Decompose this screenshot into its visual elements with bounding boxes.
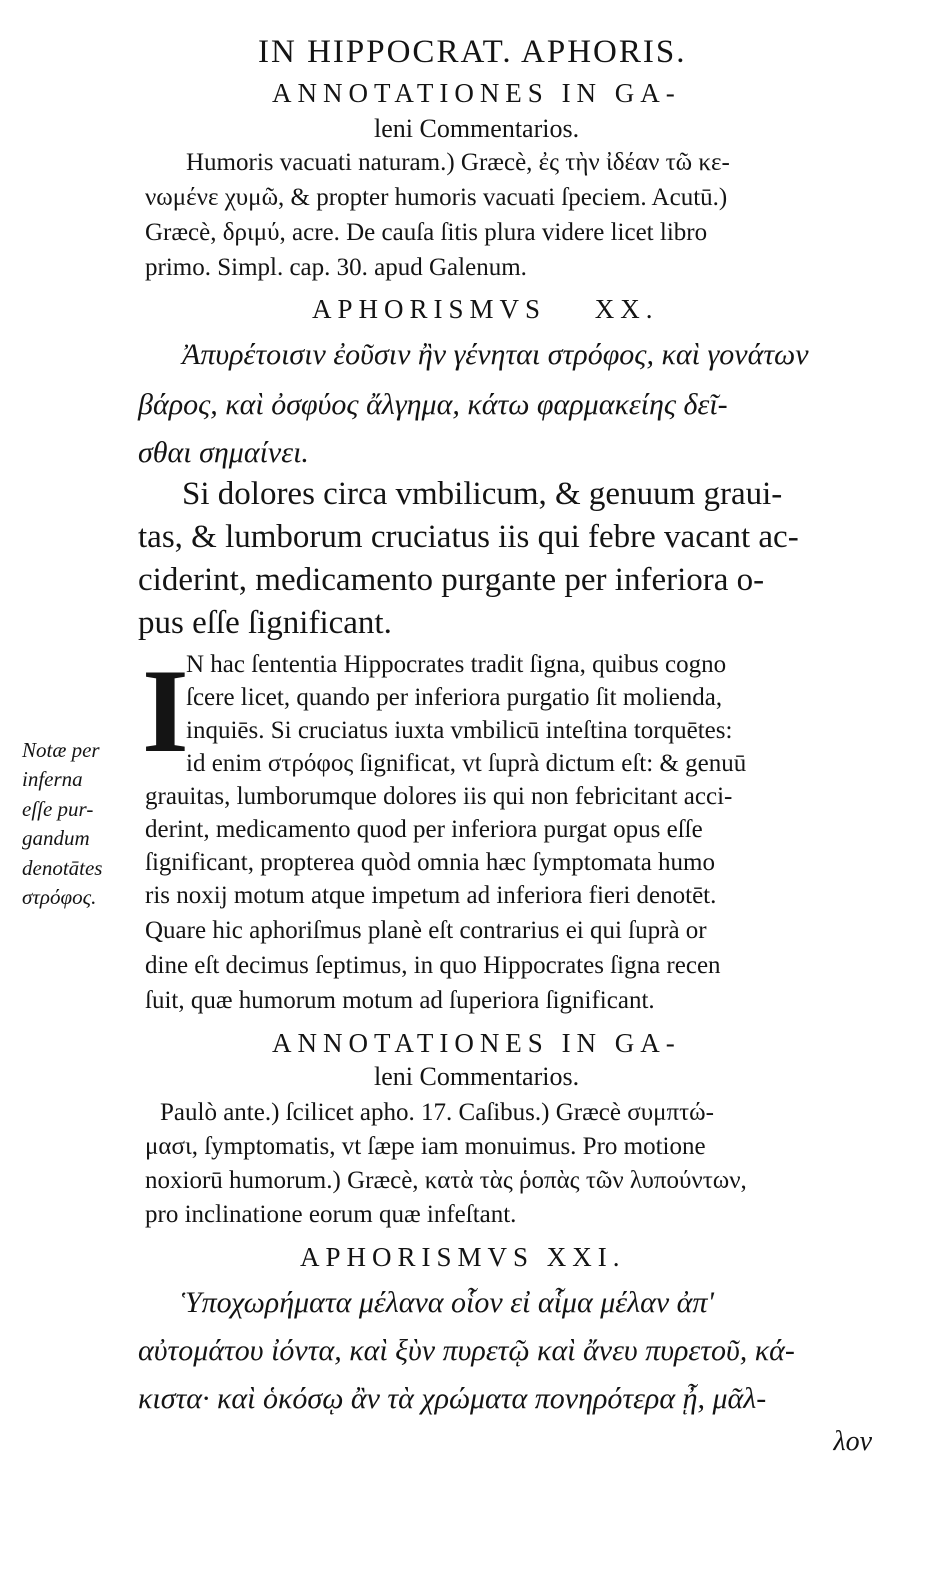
margin-note-line: στρόφος.	[22, 884, 97, 909]
commentary-line: N hac ſententia Hippocrates tradit ſigna, quibus cogno	[186, 651, 727, 678]
commentary-line: ris noxij motum atque impetum ad inferiora fieri denotēt.	[145, 882, 717, 909]
greek-text-line: βάρος, καὶ ὀσφύος ἄλγημα, κάτω φαρμακείης δεῖ-	[138, 388, 728, 421]
margin-note-line: denotātes	[22, 855, 103, 880]
annotations-heading: ANNOTATIONES IN GA-	[272, 1028, 681, 1058]
commentary-line: dine eſt decimus ſeptimus, in quo Hippocrates ſigna recen	[145, 952, 721, 979]
catchword: λον	[833, 1426, 872, 1457]
commentary-line: Quare hic aphoriſmus planè eſt contrarius ei qui ſuprà or	[145, 917, 707, 944]
aphorism-latin-line: ciderint, medicamento purgante per inferiora o-	[138, 562, 765, 598]
margin-note-line: gandum	[22, 826, 90, 851]
annotation-line: Humoris vacuati naturam.) Græcè, ἐς τὴν ἰδέαν τῶ κε-	[186, 149, 730, 176]
annotation-line: Paulò ante.) ſcilicet apho. 17. Caſibus.) Græcè συμπτώ-	[160, 1099, 714, 1126]
annotation-line: pro inclinatione eorum quæ infeſtant.	[145, 1201, 517, 1228]
greek-text-line: σθαι σημαίνει.	[138, 436, 309, 469]
margin-note-line: eſſe pur-	[22, 796, 94, 821]
annotation-line: νωμένε χυμῶ, & propter humoris vacuati ſpeciem. Acutū.)	[145, 184, 728, 211]
annotations-subheading: leni Commentarios.	[374, 1062, 580, 1091]
drop-cap: I	[142, 644, 189, 777]
commentary-line: ſuit, quæ humorum motum ad ſuperiora ſignificant.	[145, 987, 655, 1014]
commentary-line: id enim στρόφος ſignificat, vt ſuprà dictum eſt: & genuū	[186, 750, 747, 777]
greek-text-line: Ὑποχωρήματα μέλανα οἷον εἰ αἷμα μέλαν ἀπ'	[182, 1286, 714, 1319]
greek-text-line: Ἀπυρέτοισιν ἐοῦσιν ἢν γένηται στρόφος, καὶ γονάτων	[182, 338, 809, 371]
commentary-line: grauitas, lumborumque dolores iis qui non febricitant acci-	[145, 783, 733, 810]
margin-note	[22, 736, 102, 912]
annotations-heading: ANNOTATIONES IN GA-	[272, 78, 681, 108]
annotations-subheading: leni Commentarios.	[374, 114, 580, 143]
aphorism-heading: APHORISMVS XXI.	[300, 1242, 626, 1272]
aphorism-latin-line: tas, & lumborum cruciatus iis qui febre vacant ac-	[138, 519, 799, 555]
annotation-line: μασι, ſymptomatis, vt ſæpe iam monuimus. Pro motione	[145, 1133, 706, 1160]
aphorism-latin-line: Si dolores circa vmbilicum, & genuum graui-	[182, 476, 783, 512]
annotation-line: noxiorū humorum.) Græcè, κατὰ τὰς ῥοπὰς τῶν λυπούντων,	[145, 1167, 747, 1194]
margin-note-line: Notæ per	[22, 738, 100, 762]
greek-text-line: αὐτομάτου ἰόντα, καὶ ξὺν πυρετῷ καὶ ἄνευ πυρετοῦ, κά-	[138, 1334, 795, 1367]
annotation-line: primo. Simpl. cap. 30. apud Galenum.	[145, 254, 527, 281]
annotation-line: Græcè, δριμύ, acre. De cauſa ſitis plura videre licet libro	[145, 219, 708, 246]
commentary-line: ſcere licet, quando per inferiora purgatio ſit molienda,	[186, 684, 723, 711]
greek-text-line: κιστα· καὶ ὁκόσῳ ἂν τὰ χρώματα πονηρότερα ᾖ, μᾶλ-	[138, 1382, 767, 1415]
commentary-line: inquiēs. Si cruciatus iuxta vmbilicū inteſtina torquētes:	[186, 717, 733, 744]
commentary-line: derint, medicamento quod per inferiora purgat opus eſſe	[145, 816, 703, 843]
aphorism-heading: APHORISMVS XX.	[312, 294, 659, 324]
running-head: IN HIPPOCRAT. APHORIS.	[258, 34, 687, 70]
aphorism-latin-line: pus eſſe ſignificant.	[138, 605, 392, 641]
margin-note-line: inferna	[22, 767, 83, 792]
commentary-line: ſignificant, propterea quòd omnia hæc ſymptomata humo	[145, 849, 716, 876]
